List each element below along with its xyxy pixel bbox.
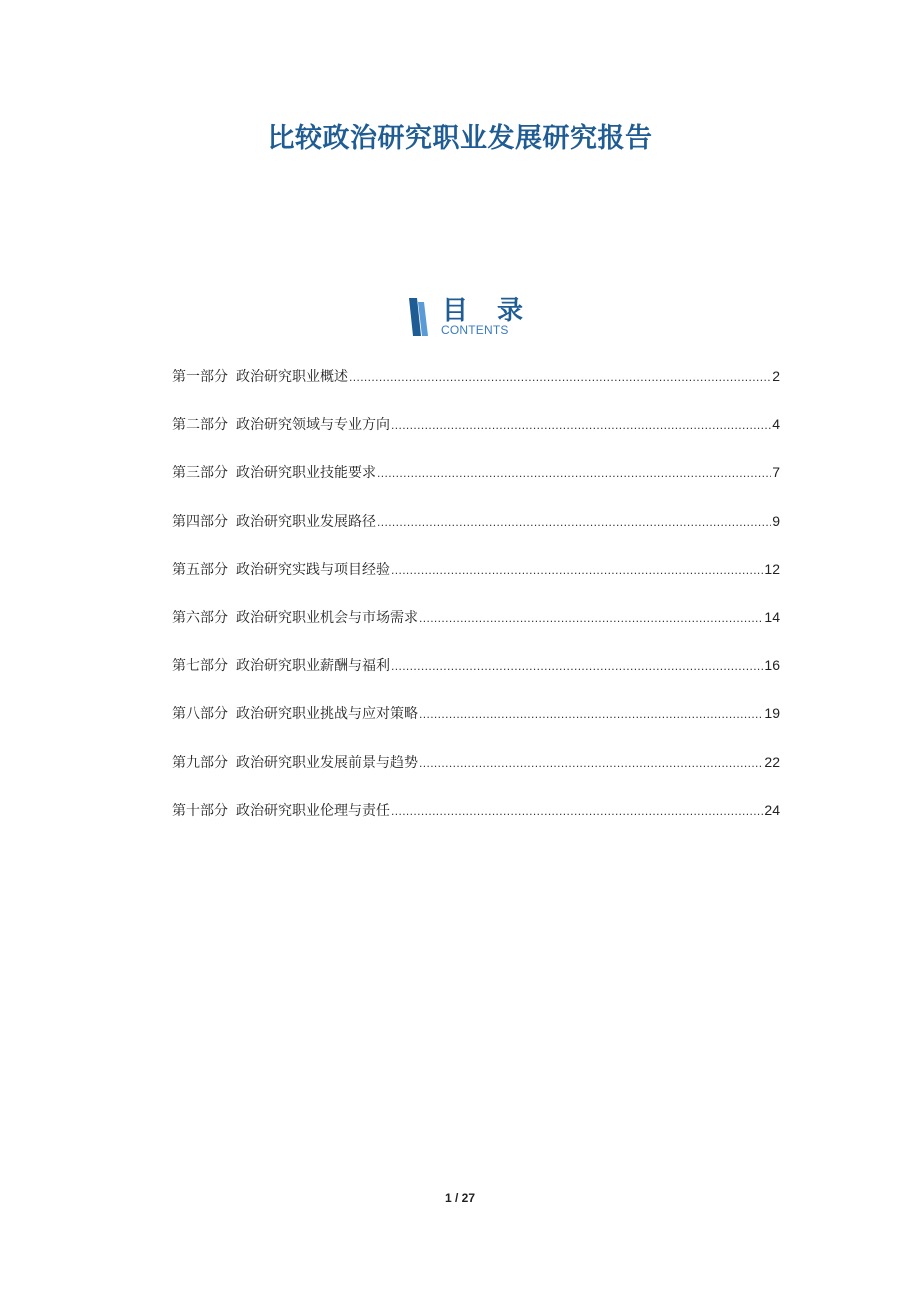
toc-leader-dots <box>377 466 771 480</box>
toc-entry[interactable] <box>172 511 780 559</box>
toc-entry-title: 政治研究职业机会与市场需求 <box>236 609 418 626</box>
toc-leader-dots <box>419 611 763 625</box>
toc-page-number: 19 <box>764 705 780 722</box>
toc-entry[interactable] <box>172 414 780 462</box>
toc-page-number: 7 <box>772 464 780 481</box>
document-title: 比较政治研究职业发展研究报告 <box>267 123 653 154</box>
toc-part-label: 第二部分 <box>172 417 228 434</box>
toc-part-label: 第四部分 <box>172 513 228 530</box>
toc-part-label: 第十部分 <box>172 802 228 819</box>
toc-part-label: 第五部分 <box>172 561 228 578</box>
toc-page-number: 9 <box>772 512 780 529</box>
toc-leader-dots <box>419 707 763 721</box>
toc-leader-dots <box>391 563 763 577</box>
toc-entry[interactable] <box>172 800 780 848</box>
toc-leader-dots <box>391 418 771 432</box>
contents-logo-icon <box>408 296 430 338</box>
toc-entry-title: 政治研究职业技能要求 <box>236 465 376 482</box>
toc-page-number: 16 <box>764 657 780 674</box>
toc-page-number: 22 <box>764 753 780 770</box>
toc-entry-title: 政治研究领域与专业方向 <box>236 417 390 434</box>
toc-leader-dots <box>349 370 771 384</box>
toc-entry[interactable] <box>172 607 780 655</box>
toc-page-number: 2 <box>772 368 780 384</box>
toc-subheading: CONTENTS <box>441 323 509 337</box>
toc-page-number: 24 <box>764 801 780 818</box>
toc-leader-dots <box>391 804 763 818</box>
toc-part-label: 第一部分 <box>172 369 228 385</box>
toc-entry[interactable] <box>172 559 780 607</box>
toc-entry-title: 政治研究职业薪酬与福利 <box>236 658 390 675</box>
toc-heading: 目 录 <box>442 296 534 326</box>
toc-leader-dots <box>377 515 771 529</box>
toc-part-label: 第九部分 <box>172 754 228 771</box>
toc-entry[interactable] <box>172 462 780 510</box>
toc-entry-title: 政治研究职业发展前景与趋势 <box>236 754 418 771</box>
toc-entry[interactable] <box>172 366 780 414</box>
page-number-footer: 1 / 27 <box>444 1191 476 1205</box>
toc-entry[interactable] <box>172 655 780 703</box>
toc-page-number: 14 <box>764 608 780 625</box>
toc-part-label: 第七部分 <box>172 658 228 675</box>
toc-part-label: 第六部分 <box>172 609 228 626</box>
toc-entry-title: 政治研究职业伦理与责任 <box>236 802 390 819</box>
toc-entry-title: 政治研究实践与项目经验 <box>236 561 390 578</box>
toc-entry[interactable] <box>172 752 780 800</box>
toc-leader-dots <box>391 659 763 673</box>
toc-entry-title: 政治研究职业挑战与应对策略 <box>236 706 418 723</box>
toc-entry-title: 政治研究职业概述 <box>236 369 348 385</box>
toc-page-number: 12 <box>764 560 780 577</box>
toc-part-label: 第八部分 <box>172 706 228 723</box>
toc-entry[interactable] <box>172 703 780 751</box>
toc-part-label: 第三部分 <box>172 465 228 482</box>
table-of-contents <box>172 366 780 848</box>
toc-leader-dots <box>419 756 763 770</box>
toc-page-number: 4 <box>772 416 780 433</box>
toc-header <box>408 292 534 340</box>
toc-entry-title: 政治研究职业发展路径 <box>236 513 376 530</box>
